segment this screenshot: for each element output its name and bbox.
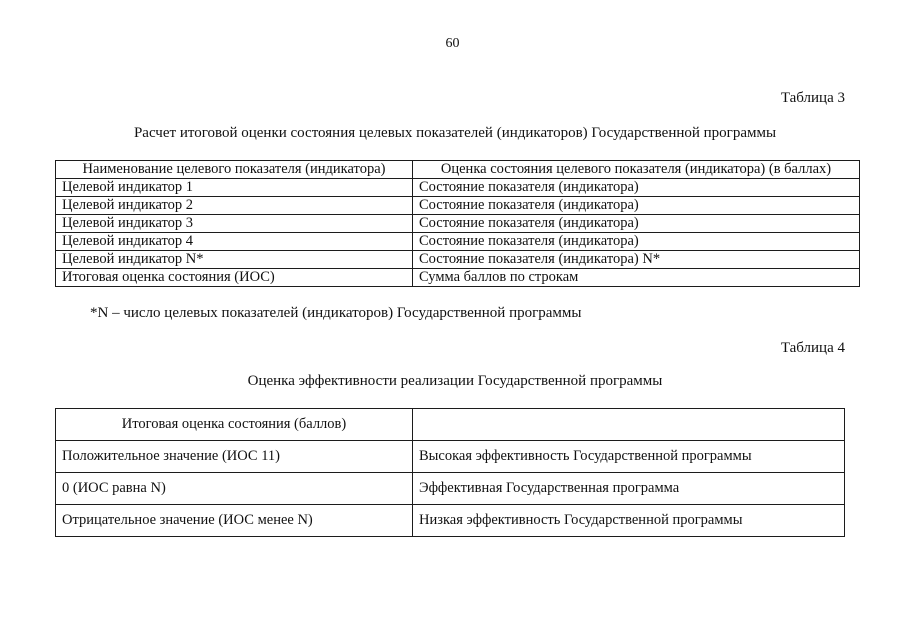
- table-row: [56, 473, 845, 505]
- table4-label: Таблица 4: [780, 340, 845, 356]
- indicator-name-cell: Целевой индикатор N*: [56, 251, 413, 269]
- table-row: [56, 441, 845, 473]
- total-score-label-cell: Итоговая оценка состояния (ИОС): [56, 269, 413, 287]
- indicator-score-cell: Состояние показателя (индикатора) N*: [413, 251, 860, 269]
- score-condition-cell: Положительное значение (ИОС 11): [56, 441, 413, 473]
- indicators-score-table: [55, 160, 860, 287]
- indicator-name-cell: Целевой индикатор 3: [56, 215, 413, 233]
- indicator-name-cell: Целевой индикатор 1: [56, 179, 413, 197]
- column-header-total-score: Итоговая оценка состояния (баллов): [56, 409, 413, 441]
- table-row: [56, 269, 860, 287]
- table3-label: Таблица 3: [780, 90, 845, 106]
- score-condition-cell: 0 (ИОС равна N): [56, 473, 413, 505]
- efficiency-result-cell: Низкая эффективность Государственной программы: [413, 505, 845, 537]
- column-header-indicator-name: Наименование целевого показателя (индикатора): [56, 161, 413, 179]
- table-row: [56, 505, 845, 537]
- indicator-score-cell: Состояние показателя (индикатора): [413, 215, 860, 233]
- table-row: [56, 251, 860, 269]
- score-condition-cell: Отрицательное значение (ИОС менее N): [56, 505, 413, 537]
- program-efficiency-table: [55, 408, 845, 537]
- indicator-name-cell: Целевой индикатор 4: [56, 233, 413, 251]
- table-header-row: [56, 161, 860, 179]
- table-row: [56, 215, 860, 233]
- indicator-score-cell: Состояние показателя (индикатора): [413, 197, 860, 215]
- indicator-score-cell: Состояние показателя (индикатора): [413, 179, 860, 197]
- page-number: 60: [445, 36, 460, 51]
- total-score-value-cell: Сумма баллов по строкам: [413, 269, 860, 287]
- efficiency-result-cell: Высокая эффективность Государственной программы: [413, 441, 845, 473]
- table3-title: Расчет итоговой оценки состояния целевых показателей (индикаторов) Государственной программы: [133, 125, 777, 141]
- table-row: [56, 233, 860, 251]
- table-row: [56, 179, 860, 197]
- indicator-score-cell: Состояние показателя (индикатора): [413, 233, 860, 251]
- table-row: [56, 197, 860, 215]
- table-header-row: [56, 409, 845, 441]
- table4-title: Оценка эффективности реализации Государственной программы: [247, 373, 663, 389]
- indicator-name-cell: Целевой индикатор 2: [56, 197, 413, 215]
- column-header-empty: [413, 409, 845, 441]
- column-header-indicator-score: Оценка состояния целевого показателя (индикатора) (в баллах): [413, 161, 860, 179]
- efficiency-result-cell: Эффективная Государственная программа: [413, 473, 845, 505]
- table3-footnote: *N – число целевых показателей (индикаторов) Государственной программы: [90, 305, 582, 321]
